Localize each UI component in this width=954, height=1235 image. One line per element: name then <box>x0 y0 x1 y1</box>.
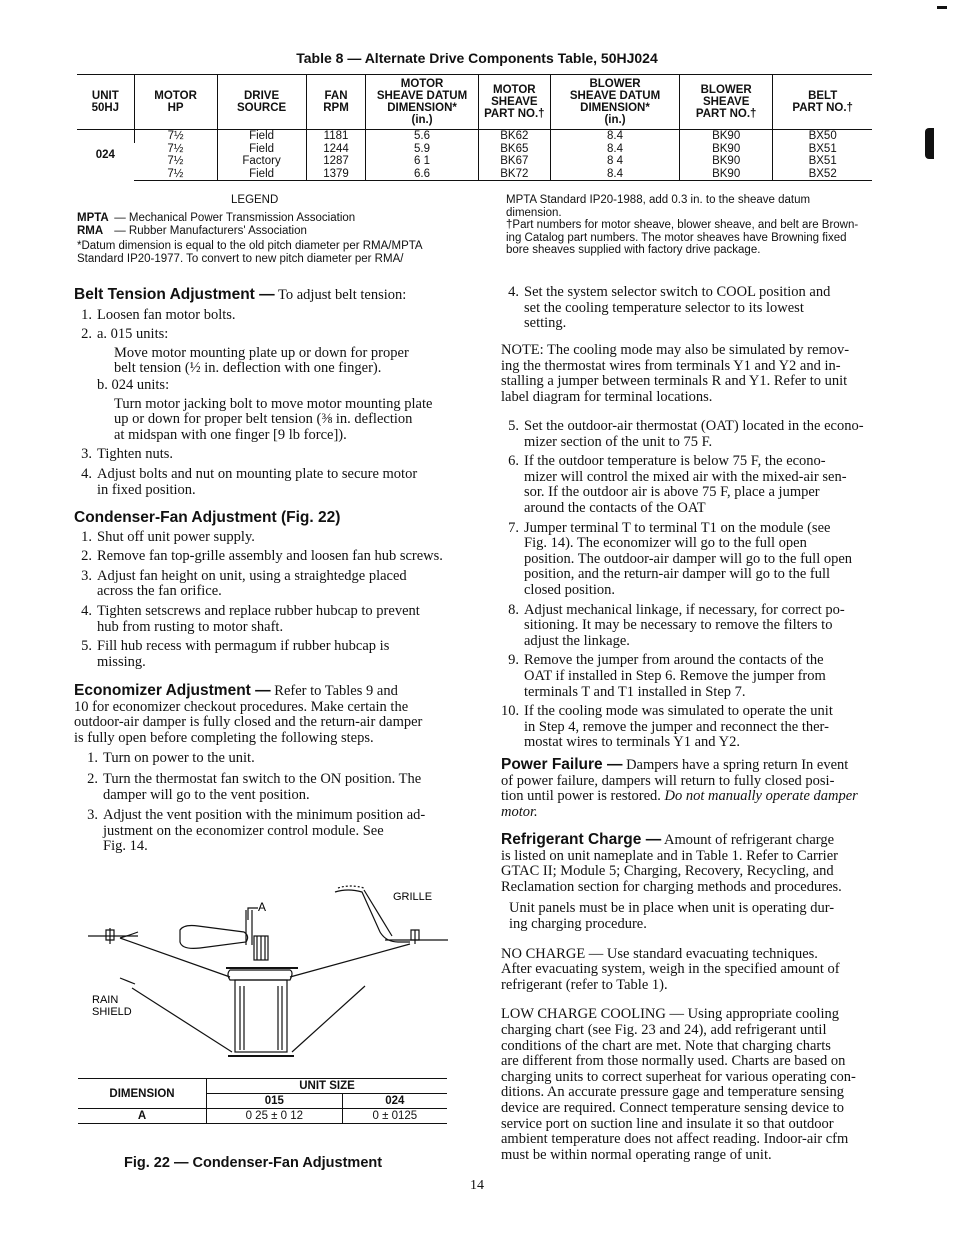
table8-column-header: BLOWER SHEAVE DATUM DIMENSION* (in.) <box>551 75 680 130</box>
table-cell: Factory <box>217 155 306 168</box>
table-cell: Field <box>217 130 306 143</box>
table-row <box>77 130 872 143</box>
legend-def: — Rubber Manufacturers' Association <box>114 225 307 237</box>
condenser-heading: Condenser-Fan Adjustment (Fig. 22) <box>74 509 341 526</box>
belt-step-2: 2. a. 015 units: <box>81 326 169 343</box>
belt-step-2b: b. 024 units: <box>97 376 170 393</box>
footnote-datum <box>77 240 423 265</box>
list-item: 5. Set the outdoor-air thermostat (OAT) located in the econo- mizer section of the unit to 75 F. <box>508 418 864 450</box>
footnote-line: *Datum dimension is equal to the old pitch diameter per RMA/MPTA <box>77 240 423 252</box>
table-cell: 1244 <box>306 143 366 156</box>
legend-abbr: MPTA <box>77 212 109 224</box>
list-item: 2. Turn the thermostat fan switch to the ON position. The damper will go to the vent position. <box>87 770 422 803</box>
table-cell: BK62 <box>478 130 550 143</box>
power-failure-section: Power Failure — Dampers have a spring return In event of power failure, dampers will return to fully closed posi- tion until power is restored. Do not manually operate damper motor. <box>501 756 858 820</box>
panels-paragraph: Unit panels must be in place when unit is operating dur- ing charging procedure. <box>509 900 835 932</box>
table8-column-header: MOTOR SHEAVE DATUM DIMENSION* (in.) <box>366 75 478 130</box>
low-charge-paragraph: LOW CHARGE COOLING — Using appropriate cooling charging chart (see Fig. 23 and 24), add refrigerant until conditions of the chart are met. Note that charging charts are different from those normally used. Charts are based on charging units to correct superheat for various operating con- ditions. An accurate pressure gage and temperature sensing device are required. Connect temperature sensing device to service port on suction line and insulate it so that outdoor ambient temperature does not affect reading. Indoor-air cfm must be within normal operating range of unit. <box>501 1006 856 1163</box>
belt-intro: To adjust belt tension: <box>274 287 407 303</box>
table8-column-header: MOTOR HP <box>134 75 217 130</box>
condenser-fan-diagram <box>80 880 450 1065</box>
table8-notes <box>506 194 872 257</box>
row-a-label: A <box>78 1109 207 1124</box>
belt-tension-section <box>74 287 447 498</box>
condenser-fan-section <box>74 510 447 670</box>
table-cell: BK72 <box>478 168 550 181</box>
table-cell: BX52 <box>773 168 872 181</box>
table-cell: 1379 <box>306 168 366 181</box>
power-warning: Do not manually operate damper <box>664 788 858 805</box>
note-line: MPTA Standard IP20-1988, add 0.3 in. to the sheave datum <box>506 194 811 206</box>
list-item: 4. Tighten setscrews and replace rubber hubcap to prevent hub from rusting to motor shaft. <box>81 602 420 635</box>
belt-step-3: 3. Tighten nuts. <box>81 446 174 463</box>
list-item: 10. If the cooling mode was simulated to operate the unit in Step 4, remove the jumper and reconnect the ther- mostat wires to terminals Y1 and Y2. <box>501 703 833 751</box>
list-item: 3. Adjust the vent position with the minimum position ad- justment on the economizer control module. See Fig. 14. <box>87 807 426 855</box>
table-cell: 7½ <box>167 142 184 155</box>
economizer-section: Economizer Adjustment — Refer to Tables 9 and 10 for economizer checkout procedures. Make certain the outdoor-air damper is fully closed and the return-air damper is fully open before completing the following steps. 1. Turn on power to the unit. 2. Turn the thermostat fan switch to the ON position. The damper will go to the vent position. 3. Adjust the vent position with the minimum position ad- justment on the economizer control module. See Fig. 14. <box>74 683 447 855</box>
table-cell: Field <box>217 143 306 156</box>
fig22-caption: Fig. 22 — Condenser-Fan Adjustment <box>124 1155 383 1171</box>
table-cell: BK90 <box>680 143 773 156</box>
list-item: 2. Remove fan top-grille assembly and loosen fan hub screws. <box>81 548 443 565</box>
economizer-steps-continued <box>501 285 873 332</box>
table8 <box>77 74 872 181</box>
legend-def: — Mechanical Power Transmission Association <box>114 212 356 224</box>
table8-title: Table 8 — Alternate Drive Components Table, 50HJ024 <box>296 50 658 66</box>
list-item: 6. If the outdoor temperature is below 75 F, the econo- mizer will control the mixed air with the mixed-air sen- sor. If the outdoor air is above 75 F, place a jumper around the contacts of the OAT <box>508 453 847 516</box>
note-line: ing Catalog part numbers. The motor sheaves have Browning fixed <box>506 231 847 244</box>
table-cell: 7½ <box>134 168 217 181</box>
label-a: A <box>258 900 267 914</box>
table-cell: 8.4 <box>551 143 680 156</box>
list-item: 3. Adjust fan height on unit, using a straightedge placed across the fan orifice. <box>81 567 407 600</box>
table-cell: 1181 <box>306 130 366 143</box>
list-item: 1. Shut off unit power supply. <box>81 528 255 545</box>
list-item: 1. Turn on power to the unit. <box>87 750 255 767</box>
table-cell: 5.9 <box>366 143 478 156</box>
value-015: 0 25 ± 0 12 <box>207 1109 343 1124</box>
table-cell: 8 4 <box>551 155 680 168</box>
table-cell: BK65 <box>478 143 550 156</box>
condenser-steps <box>74 530 447 671</box>
power-heading: Power Failure — <box>501 756 623 773</box>
table8-column-header: FAN RPM <box>306 75 366 130</box>
no-charge-paragraph: NO CHARGE — Use standard evacuating techniques. After evacuating system, weigh in the specified amount of refrigerant (refer to Table 1). <box>501 945 840 993</box>
unit-size-header: UNIT SIZE <box>207 1079 448 1094</box>
table-cell: 8.4 <box>551 168 680 181</box>
list-item: 9. Remove the jumper from around the contacts of the OAT if installed in Step 6. Remove the jumper from terminals T and T1 installed in Step 7. <box>508 652 826 700</box>
dimension-header: DIMENSION <box>78 1079 207 1109</box>
table8-column-header: MOTOR SHEAVE PART NO.† <box>478 75 550 130</box>
legend-mpta <box>77 212 355 225</box>
footnote-line: Standard IP20-1977. To convert to new pitch diameter per RMA/ <box>77 252 404 265</box>
table-row <box>77 143 872 156</box>
belt-step-1: 1. Loosen fan motor bolts. <box>81 306 236 323</box>
table-cell: BK90 <box>680 155 773 168</box>
list-item: 8. Adjust mechanical linkage, if necessary, for correct po- sitioning. It may be necessary to remove the filters to adjust the linkage. <box>508 601 845 649</box>
economizer-heading: Economizer Adjustment — <box>74 682 271 699</box>
corner-mark <box>937 6 947 9</box>
table-cell: 7½ <box>134 130 217 143</box>
table-cell: 8.4 <box>551 130 680 143</box>
legend-abbr: RMA <box>77 225 104 237</box>
table-cell: BK90 <box>680 168 773 181</box>
table-row <box>77 168 872 181</box>
table8-column-header: BELT PART NO.† <box>773 75 872 130</box>
col-024-header: 024 <box>342 1094 447 1109</box>
table-cell: BK67 <box>478 155 550 168</box>
economizer-steps-5-10 <box>501 415 873 751</box>
table-row <box>77 155 872 168</box>
table8-column-header: BLOWER SHEAVE PART NO.† <box>680 75 773 130</box>
margin-tab-mark <box>925 128 934 159</box>
cooling-note: NOTE: The cooling mode may also be simulated by remov- ing the thermostat wires from terminals Y1 and Y2 and in- stalling a jumper between terminals R and Y1. Refer to unit label diagram for terminal locations. <box>501 342 850 405</box>
table-cell: 5.6 <box>366 130 478 143</box>
belt-heading: Belt Tension Adjustment — <box>74 286 275 303</box>
legend-title: LEGEND <box>231 194 279 206</box>
label-rain: RAIN <box>92 994 119 1006</box>
table8-column-header: UNIT 50HJ <box>77 75 134 130</box>
economizer-intro-line: Refer to Tables 9 and <box>270 683 398 699</box>
note-line: dimension. <box>506 206 562 219</box>
table-cell: 7½ <box>167 155 184 167</box>
refrigerant-charge-section: Refrigerant Charge — Amount of refrigerant charge is listed on unit nameplate and in Table 1. Refer to Carrier GTAC II; Module 5; Charging, Recovery, Recycling, and Reclamation section for charging methods and procedures. Unit panels must be in place when unit is operating dur- ing charging procedure. NO CHARGE — Use standard evacuating techniques. After evacuating system, weigh in the specified amount of refrigerant (refer to Table 1). LOW CHARGE COOLING — Using appropriate cooling charging chart (see Fig. 23 and 24), add refrigerant until conditions of the chart are met. Note that charging charts are different from those normally used. Charts are based on charging units to correct superheat for various operating con- ditions. An accurate pressure gage and temperature sensing device are required. Connect temperature sensing device to service port on suction line and insulate it so that outdoor ambient temperature does not affect reading. Indoor-air cfm must be within normal operating range of unit. <box>501 832 873 1163</box>
label-shield: SHIELD <box>92 1006 132 1018</box>
table-cell: BX51 <box>773 155 872 168</box>
belt-step-2b-body: Turn motor jacking bolt to move motor mounting plate up or down for proper belt tension (⅜ in. deflection at midspan with one finger [9 lb force]). <box>114 395 433 443</box>
label-grille: GRILLE <box>393 891 433 903</box>
table8-column-header: DRIVE SOURCE <box>217 75 306 130</box>
table-cell: BK90 <box>680 130 773 143</box>
table8-header-row <box>77 75 872 130</box>
table-cell: 6 1 <box>366 155 478 168</box>
value-024: 0 ± 0125 <box>342 1109 447 1124</box>
fig22-dimension-table <box>78 1078 447 1124</box>
page-number: 14 <box>470 1178 484 1193</box>
belt-step-4: 4. Adjust bolts and nut on mounting plate to secure motor in fixed position. <box>81 465 418 498</box>
list-item: 4. Set the system selector switch to COOL position and set the cooling temperature selector to its lowest setting. <box>508 284 831 332</box>
legend-rma <box>77 225 307 238</box>
note-line: †Part numbers for motor sheave, blower sheave, and belt are Brown- <box>506 219 859 231</box>
list-item: 5. Fill hub recess with permagum if rubber hubcap is missing. <box>81 638 390 670</box>
table-cell: Field <box>217 168 306 181</box>
table-cell: 6.6 <box>366 168 478 181</box>
refrigerant-heading: Refrigerant Charge — <box>501 831 662 848</box>
col-015-header: 015 <box>207 1094 343 1109</box>
economizer-steps <box>74 751 447 855</box>
table-cell: BX51 <box>773 143 872 156</box>
table-cell: BX50 <box>773 130 872 143</box>
belt-step-2a-body: Move motor mounting plate up or down for proper belt tension (½ in. deflection with one finger). <box>114 344 409 377</box>
table-cell: 1287 <box>306 155 366 168</box>
note-line: bore sheaves supplied with factory drive package. <box>506 244 761 256</box>
unit-cell: 024 <box>95 149 115 161</box>
list-item: 7. Jumper terminal T to terminal T1 on the module (see Fig. 14). The economizer will go to the full open position. The outdoor-air damper will go to the full open position, and the return-air damper will go to the full closed position. <box>508 519 853 598</box>
